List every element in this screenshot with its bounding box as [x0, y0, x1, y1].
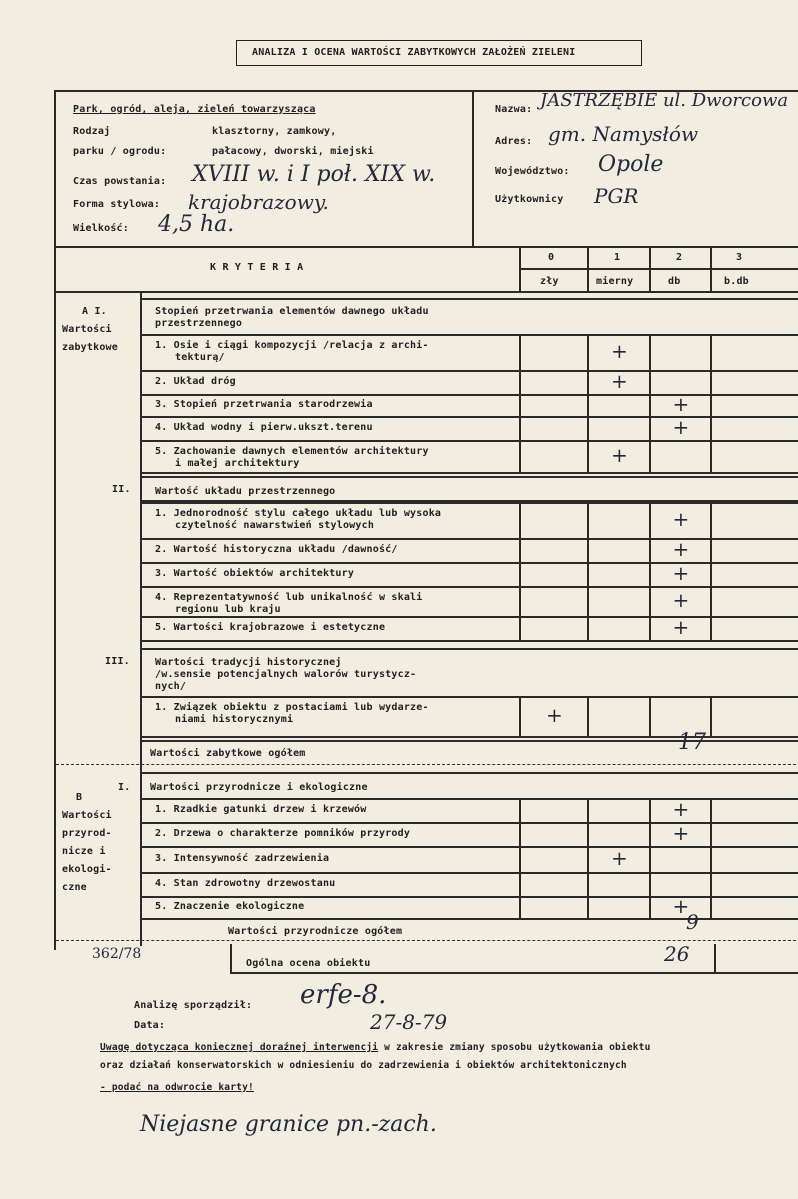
object-type-line: Park, ogród, aleja, zieleń towarzysząca	[73, 104, 316, 115]
section-a-label-1: Wartości	[62, 324, 112, 335]
nazwa-value: JASTRZĘBIE ul. Dworcowa	[540, 90, 789, 111]
criteria-row-label: 2. Układ dróg	[155, 376, 236, 387]
score-cell-line	[649, 586, 651, 616]
criteria-row-label: 1. Jednorodność stylu całego układu lub wysoka	[155, 508, 442, 519]
criteria-row-label-2: niami historycznymi	[175, 714, 294, 725]
score-cell-line	[649, 822, 651, 846]
score-header-mid	[520, 268, 798, 270]
uzyt-label: Użytkownicy	[495, 194, 564, 205]
score-cell-line	[710, 822, 712, 846]
woj-label: Województwo:	[495, 166, 570, 177]
eco-row-label: 1. Rzadkie gatunki drzew i krzewów	[155, 804, 367, 815]
score-cell-line	[587, 502, 589, 538]
score-mark: +	[672, 537, 690, 561]
criteria-row-label: 2. Wartość historyczna układu /dawność/	[155, 544, 398, 555]
score-mark: +	[672, 507, 690, 531]
criteria-row-bottom-line	[140, 640, 798, 642]
score-mark: +	[546, 703, 563, 727]
rodzaj-options-1: klasztorny, zamkowy,	[212, 126, 337, 137]
frame-bottom	[230, 972, 798, 974]
section-line	[140, 298, 798, 300]
woj-value: Opole	[598, 152, 664, 177]
eco-row-top-line	[140, 822, 798, 824]
criteria-row-label: 5. Wartości krajobrazowe i estetyczne	[155, 622, 386, 633]
score-col-line-1	[587, 246, 589, 291]
score-cell-line	[519, 872, 521, 896]
prepared-signature: erfe-8.	[300, 980, 387, 1010]
score-cell-line	[649, 370, 651, 394]
section-divider	[56, 764, 796, 768]
score-cell-line	[587, 440, 589, 472]
score-cell-line	[587, 538, 589, 562]
part2-num: II.	[112, 484, 131, 495]
score-cell-line	[710, 394, 712, 416]
score-cell-line	[710, 502, 712, 538]
note-line-2: oraz działań konserwatorskich w odniesieniu do zadrzewienia i obiektów architektonicznych	[100, 1060, 627, 1071]
score-col-line-0	[519, 246, 521, 291]
eco-row-label: 3. Intensywność zadrzewienia	[155, 853, 330, 864]
wielkosc-label: Wielkość:	[73, 223, 129, 234]
score-cell-line	[649, 696, 651, 736]
part3-title-c: nych/	[155, 681, 187, 692]
eco-row-bottom-line	[140, 918, 798, 920]
criteria-row-top-line	[140, 502, 798, 504]
score-col-line-2	[649, 246, 651, 291]
section-line	[140, 476, 798, 478]
score-cell-line	[587, 872, 589, 896]
note-line-3: - podać na odwrocie karty!	[100, 1082, 254, 1093]
overall-value: 26	[664, 942, 690, 966]
prepared-label: Analizę sporządził:	[134, 1000, 253, 1011]
eco-row-top-line	[140, 846, 798, 848]
score-cell-line	[587, 822, 589, 846]
date-label: Data:	[134, 1020, 166, 1031]
criteria-row-label: 3. Stopień przetrwania starodrzewia	[155, 399, 373, 410]
criteria-row-label-2: regionu lub kraju	[175, 604, 281, 615]
score-cell-line	[587, 334, 589, 370]
score-cell-line	[587, 586, 589, 616]
score-cell-line	[519, 822, 521, 846]
info-divider	[472, 90, 474, 248]
section-a-total-value: 17	[678, 730, 706, 755]
criteria-row-top-line	[140, 616, 798, 618]
section-b-label-1: Wartości	[62, 810, 112, 821]
score-cell-line	[710, 896, 712, 918]
eco-row-label: 5. Znaczenie ekologiczne	[155, 901, 305, 912]
info-bottom	[54, 246, 798, 248]
section-b-title: Wartości przyrodnicze i ekologiczne	[150, 782, 368, 793]
section-line	[140, 500, 798, 502]
section-b-total-value: 9	[686, 910, 699, 934]
score-cell-line	[649, 616, 651, 640]
score-cell-line	[519, 562, 521, 586]
score-mark: +	[672, 588, 690, 612]
criteria-row-top-line	[140, 538, 798, 540]
criteria-row-label: 5. Zachowanie dawnych elementów architektury	[155, 446, 429, 457]
score-cell-line	[649, 394, 651, 416]
section-b-letter: B	[76, 792, 83, 803]
score-2: 2	[676, 252, 683, 263]
score-1: 1	[614, 252, 621, 263]
score-cell-line	[649, 562, 651, 586]
eco-row-label: 4. Stan zdrowotny drzewostanu	[155, 878, 336, 889]
section-b-label-5: czne	[62, 882, 87, 893]
score-mark: +	[672, 821, 690, 845]
score-mark: +	[672, 561, 690, 585]
wielkosc-value: 4,5 ha.	[158, 212, 235, 237]
criteria-row-label-2: czytelność nawarstwień stylowych	[175, 520, 375, 531]
score-cell-line	[710, 872, 712, 896]
score-cell-line	[649, 798, 651, 822]
score-cell-line	[710, 696, 712, 736]
parku-label: parku / ogrodu:	[73, 146, 167, 157]
score-cell-line	[519, 394, 521, 416]
criteria-row-top-line	[140, 696, 798, 698]
score-mark: +	[611, 443, 628, 467]
criteria-row-label-2: tekturą/	[175, 352, 225, 363]
note-line-1	[100, 1042, 651, 1053]
score-cell-line	[710, 370, 712, 394]
overall-left-line	[230, 944, 232, 972]
date-value: 27-8-79	[370, 1010, 448, 1034]
score-cell-line	[519, 616, 521, 640]
part3-num: III.	[105, 656, 130, 667]
rodzaj-label: Rodzaj	[73, 126, 111, 137]
score-cell-line	[710, 334, 712, 370]
criteria-row-label-2: i małej architektury	[175, 458, 300, 469]
score-label-2: db	[668, 276, 681, 287]
eco-row-top-line	[140, 896, 798, 898]
score-cell-line	[519, 538, 521, 562]
rodzaj-options-2: pałacowy, dworski, miejski	[212, 146, 374, 157]
criteria-row-top-line	[140, 394, 798, 396]
score-cell-line	[710, 416, 712, 440]
part3-title-a: Wartości tradycji historycznej	[155, 657, 342, 668]
section-line	[140, 772, 798, 774]
criteria-row-label: 4. Układ wodny i pierw.ukszt.terenu	[155, 422, 373, 433]
criteria-row-top-line	[140, 370, 798, 372]
overall-label: Ogólna ocena obiektu	[246, 958, 371, 969]
score-label-1: mierny	[596, 276, 634, 287]
score-cell-line	[519, 416, 521, 440]
part1-title-b: przestrzennego	[155, 318, 243, 329]
criteria-row-top-line	[140, 562, 798, 564]
score-cell-line	[649, 846, 651, 872]
score-mark: +	[672, 392, 690, 416]
criteria-row-label: 1. Związek obiektu z postaciami lub wydarze-	[155, 702, 429, 713]
section-a-total-label: Wartości zabytkowe ogółem	[150, 748, 306, 759]
nazwa-label: Nazwa:	[495, 104, 533, 115]
score-cell-line	[587, 416, 589, 440]
score-mark: +	[672, 894, 690, 918]
criteria-row-top-line	[140, 586, 798, 588]
section-b-num: I.	[118, 782, 131, 793]
criteria-row-top-line	[140, 440, 798, 442]
category-divider	[140, 291, 142, 946]
score-cell-line	[519, 798, 521, 822]
score-3: 3	[736, 252, 743, 263]
score-cell-line	[587, 798, 589, 822]
score-cell-line	[710, 846, 712, 872]
score-cell-line	[519, 370, 521, 394]
score-cell-line	[519, 846, 521, 872]
form-title: ANALIZA I OCENA WARTOŚCI ZABYTKOWYCH ZAŁOŻEŃ ZIELENI	[252, 47, 576, 58]
score-cell-line	[587, 562, 589, 586]
part1-title-a: Stopień przetrwania elementów dawnego układu	[155, 306, 429, 317]
section-b-label-3: nicze i	[62, 846, 106, 857]
forma-value: krajobrazowy.	[188, 190, 329, 214]
note-line-1b: w zakresie zmiany sposobu użytkowania obiektu	[378, 1042, 651, 1053]
score-cell-line	[649, 416, 651, 440]
section-b-label-2: przyrod-	[62, 828, 112, 839]
score-cell-line	[519, 502, 521, 538]
note-line-1a: Uwagę dotycząca koniecznej doraźnej interwencji	[100, 1042, 379, 1053]
criteria-header-bottom	[54, 291, 798, 293]
overall-right-line	[714, 944, 716, 972]
score-mark: +	[672, 797, 690, 821]
score-cell-line	[587, 696, 589, 736]
score-mark: +	[672, 615, 690, 639]
forma-label: Forma stylowa:	[73, 199, 161, 210]
score-cell-line	[587, 616, 589, 640]
eco-row-top-line	[140, 872, 798, 874]
score-cell-line	[649, 440, 651, 472]
adres-value: gm. Namysłów	[548, 122, 699, 146]
score-col-line-3	[710, 246, 712, 291]
section-line	[140, 648, 798, 650]
score-cell-line	[649, 896, 651, 918]
score-cell-line	[519, 440, 521, 472]
score-cell-line	[710, 798, 712, 822]
score-cell-line	[587, 846, 589, 872]
eco-row-label: 2. Drzewa o charakterze pomników przyrody	[155, 828, 411, 839]
adres-label: Adres:	[495, 136, 533, 147]
criteria-row-top-line	[140, 416, 798, 418]
part3-title-b: /w.sensie potencjalnych walorów turystycz-	[155, 669, 417, 680]
score-cell-line	[519, 586, 521, 616]
frame-left	[54, 90, 56, 950]
score-cell-line	[587, 394, 589, 416]
score-cell-line	[587, 896, 589, 918]
criteria-row-bottom-line	[140, 472, 798, 474]
score-mark: +	[611, 339, 628, 363]
section-a-num: A I.	[82, 306, 107, 317]
reference-number: 362/78	[92, 946, 142, 962]
uzyt-value: PGR	[594, 184, 639, 208]
score-cell-line	[710, 440, 712, 472]
eco-row-top-line	[140, 798, 798, 800]
score-cell-line	[649, 538, 651, 562]
score-mark: +	[611, 846, 628, 870]
score-cell-line	[710, 538, 712, 562]
part2-title: Wartość układu przestrzennego	[155, 486, 336, 497]
score-label-3: b.db	[724, 276, 749, 287]
czas-label: Czas powstania:	[73, 176, 167, 187]
score-cell-line	[710, 586, 712, 616]
score-cell-line	[587, 370, 589, 394]
score-label-0: zły	[540, 276, 559, 287]
criteria-row-label: 3. Wartość obiektów architektury	[155, 568, 355, 579]
score-cell-line	[519, 334, 521, 370]
score-cell-line	[519, 696, 521, 736]
score-mark: +	[611, 369, 628, 393]
criteria-row-label: 1. Osie i ciągi kompozycji /relacja z archi-	[155, 340, 429, 351]
score-cell-line	[519, 896, 521, 918]
score-cell-line	[649, 334, 651, 370]
section-b-total-label: Wartości przyrodnicze ogółem	[228, 926, 403, 937]
czas-value: XVIII w. i I poł. XIX w.	[192, 162, 436, 187]
score-0: 0	[548, 252, 555, 263]
criteria-row-label: 4. Reprezentatywność lub unikalność w skali	[155, 592, 423, 603]
score-cell-line	[649, 502, 651, 538]
section-b-label-4: ekologi-	[62, 864, 112, 875]
section-a-label-2: zabytkowe	[62, 342, 118, 353]
score-cell-line	[710, 562, 712, 586]
score-cell-line	[710, 616, 712, 640]
criteria-row-top-line	[140, 334, 798, 336]
criteria-header: K R Y T E R I A	[210, 262, 304, 273]
score-mark: +	[672, 415, 690, 439]
score-cell-line	[649, 872, 651, 896]
handwritten-note: Niejasne granice pn.-zach.	[140, 1112, 437, 1137]
